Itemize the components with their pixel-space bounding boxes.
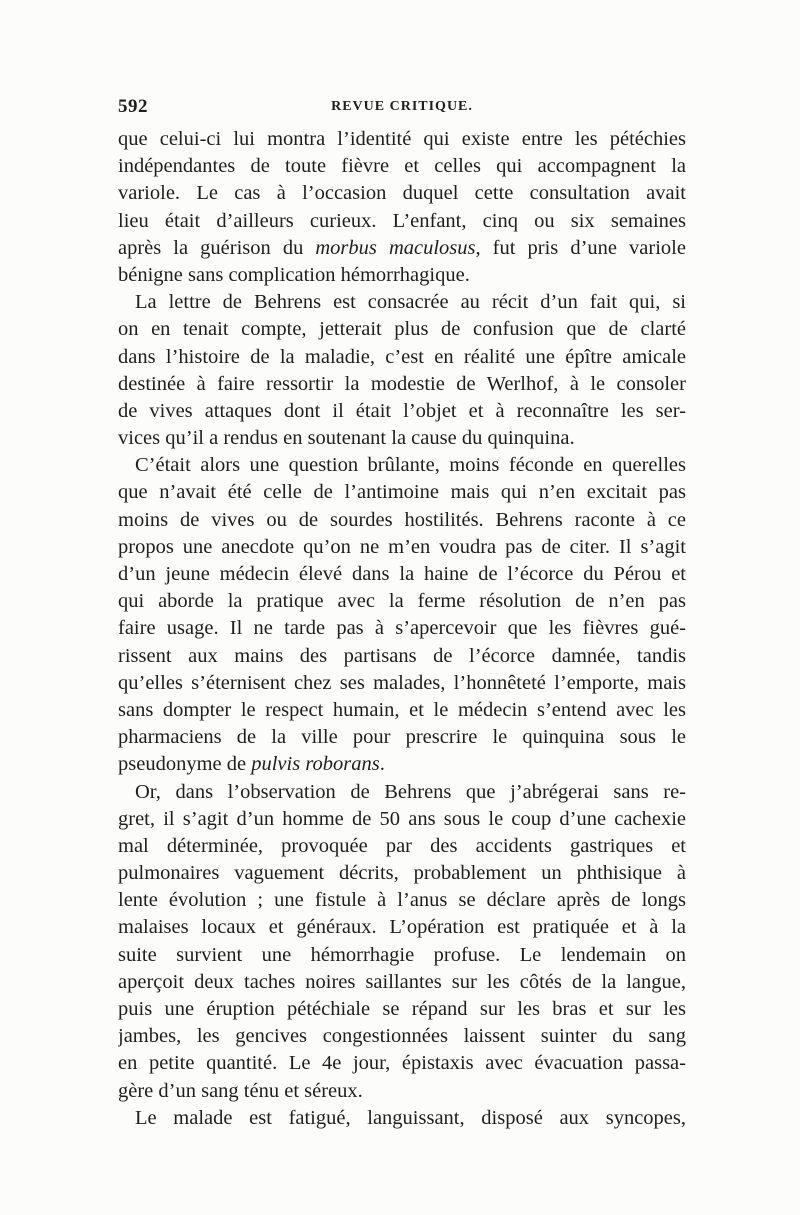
text-line: vices qu’il a rendus en soutenant la cause du quinquina.: [118, 427, 575, 450]
text-line: [118, 751, 686, 778]
text-line: lieu était d’ailleurs curieux. L’enfant, cinq ou six semaines: [118, 209, 686, 232]
text-line: que celui-ci lui montra l’identité qui existe entre les pétéchies: [118, 128, 686, 150]
text-line: jambes, les gencives congestionnées laissent suinter du sang: [118, 1025, 686, 1048]
running-head: REVUE CRITIQUE.: [331, 99, 473, 114]
text-line: malaises locaux et généraux. L’opération est pratiquée et à la: [118, 916, 686, 939]
text-line: qui aborde la pratique avec la ferme résolution de n’en pas: [118, 590, 686, 613]
text-line: lente évolution ; une fistule à l’anus se déclare après de longs: [118, 889, 686, 912]
text-line: variole. Le cas à l’occasion duquel cette consultation avait: [118, 182, 686, 205]
text-line: propos une anecdote qu’on ne m’en voudra pas de citer. Il s’agit: [118, 535, 686, 558]
text-line: gère d’un sang ténu et séreux.: [118, 1079, 363, 1102]
text-line: C’était alors une question brûlante, moins féconde en querelles: [135, 454, 686, 477]
text-line: Le malade est fatigué, languissant, disposé aux syncopes,: [135, 1106, 686, 1129]
text-line: suite survient une hémorrhagie profuse. Le lendemain on: [118, 943, 686, 966]
text-line: bénigne sans complication hémorrhagique.: [118, 263, 470, 286]
text-line: rissent aux mains des partisans de l’écorce damnée, tandis: [118, 644, 686, 667]
text-segment: pseudonyme de: [118, 753, 252, 776]
text-line: indépendantes de toute fièvre et celles qui accompagnent la: [118, 155, 686, 178]
text-line: destinée à faire ressortir la modestie de Werlhof, à le consoler: [118, 372, 686, 395]
body-text: [118, 126, 686, 1132]
text-segment: , fut pris d’une variole: [475, 236, 686, 259]
text-line: on en tenait compte, jetterait plus de confusion que de clarté: [118, 318, 686, 341]
text-line: de vives attaques dont il était l’objet et à reconnaître les ser-: [118, 399, 686, 422]
text-line: pharmaciens de la ville pour prescrire le quinquina sous le: [118, 726, 686, 749]
text-line: d’un jeune médecin élevé dans la haine de l’écorce du Pérou et: [118, 563, 686, 585]
text-line: puis une éruption pétéchiale se répand sur les bras et sur les: [118, 998, 686, 1020]
page-header: [118, 96, 686, 124]
text-line: pulmonaires vaguement décrits, probablement un phthisique à: [118, 862, 686, 885]
text-line: La lettre de Behrens est consacrée au récit d’un fait qui, si: [135, 291, 686, 314]
text-line: mal déterminée, provoquée par des accidents gastriques et: [118, 834, 686, 857]
italic-term: pulvis roborans: [251, 753, 380, 776]
text-line: Or, dans l’observation de Behrens que j’abrégerai sans re-: [135, 780, 686, 803]
text-segment: .: [379, 753, 385, 776]
text-line: qu’elles s’éternisent chez ses malades, l’honnêteté l’emporte, mais: [118, 671, 686, 694]
text-line: en petite quantité. Le 4e jour, épistaxis avec évacuation passa-: [118, 1052, 686, 1075]
text-line: dans l’histoire de la maladie, c’est en réalité une épître amicale: [118, 345, 686, 368]
text-line: faire usage. Il ne tarde pas à s’apercevoir que les fièvres gué-: [118, 617, 686, 640]
text-line: gret, il s’agit d’un homme de 50 ans sous le coup d’une cachexie: [118, 807, 686, 830]
text-line: que n’avait été celle de l’antimoine mais qui n’en excitait pas: [118, 481, 686, 504]
text-line: sans dompter le respect humain, et le médecin s’entend avec les: [118, 698, 686, 721]
text-line: moins de vives ou de sourdes hostilités. Behrens raconte à ce: [118, 508, 686, 531]
italic-term: morbus maculosus: [315, 236, 476, 259]
text-segment: après la guérison du: [118, 236, 316, 259]
text-line: [118, 235, 686, 262]
page-number: 592: [118, 96, 148, 117]
text-line: aperçoit deux taches noires saillantes sur les côtés de la langue,: [118, 970, 686, 993]
